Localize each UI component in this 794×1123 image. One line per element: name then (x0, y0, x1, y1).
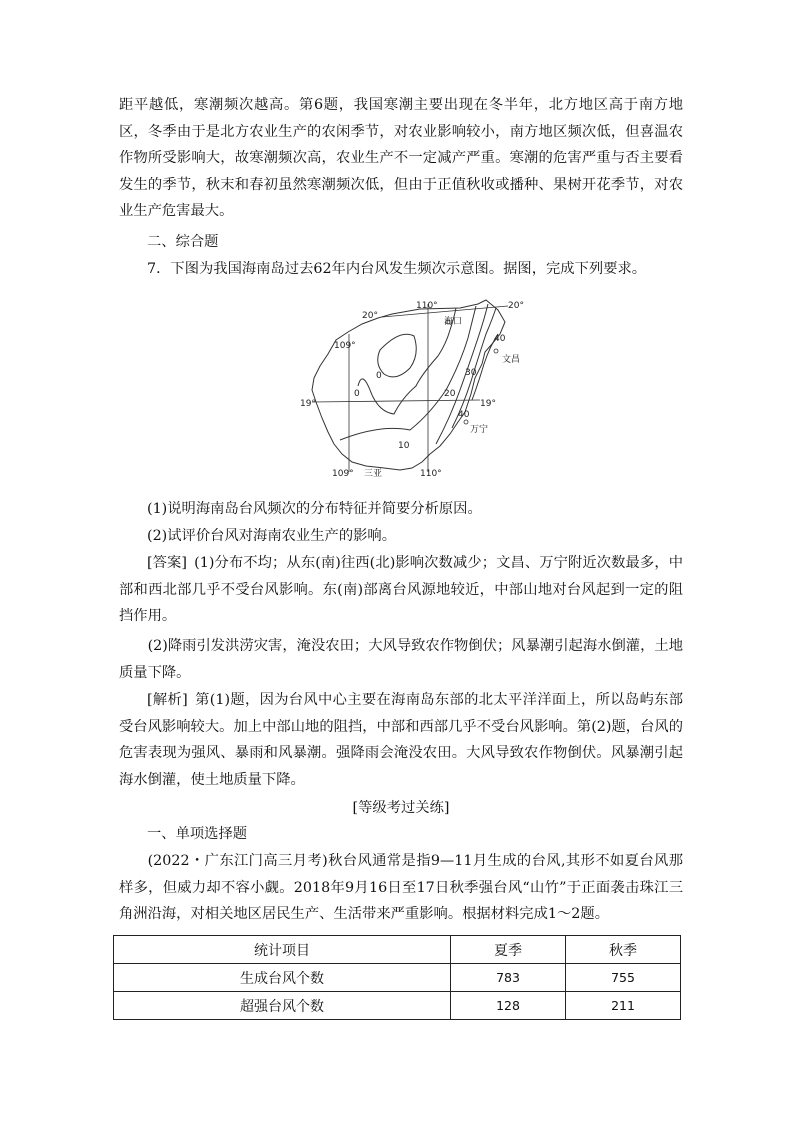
answer-part-2: (2)降雨引发洪涝灾害，淹没农田；大风导致农作物倒伏；风暴潮引起海水倒灌，土地质量下降。 (119, 638, 683, 681)
label-wanning: 万宁 (470, 425, 489, 435)
table-header: 统计项目 (114, 936, 451, 964)
label-lon109-bottom: 109° (332, 469, 354, 479)
question-7: 7．下图为我国海南岛过去62年内台风发生频次示意图。据图，完成下列要求。 (147, 261, 647, 277)
contour-label-20: 20 (444, 389, 456, 399)
contour-label-0a: 0 (376, 371, 382, 381)
table-header: 夏季 (451, 936, 566, 964)
analysis-tag: [解析] (147, 692, 188, 708)
table-cell: 生成台风个数 (114, 964, 451, 992)
answer-part-1 (119, 550, 683, 630)
label-lat20-right: 20° (508, 301, 524, 311)
label-lon110-bottom: 110° (420, 469, 442, 479)
sub-question-2: (2)试评价台风对海南农业生产的影响。 (147, 528, 396, 544)
hainan-typhoon-map (300, 294, 536, 480)
table-cell: 超强台风个数 (114, 992, 451, 1020)
label-wenchang: 文昌 (502, 355, 521, 365)
answer-tag: [答案] (147, 555, 188, 571)
contour-label-10: 10 (398, 441, 410, 451)
table-row (114, 992, 681, 1020)
label-lat19-right: 19° (480, 399, 496, 409)
contour-label-30: 30 (465, 368, 477, 378)
table-cell: 783 (451, 964, 566, 992)
section1-heading: 一、单项选择题 (147, 826, 248, 842)
label-lat20-left: 20° (362, 311, 378, 321)
table-cell: 211 (566, 992, 681, 1020)
table-header-row (114, 936, 681, 964)
label-haikou: 海口 (444, 317, 463, 327)
level-section-title: [等级考过关练] (352, 800, 450, 816)
isoline-0-north (378, 334, 417, 377)
answer-1-text: (1)分布不均；从东(南)往西(北)影响次数减少；文昌、万宁附近次数最多，中部和西北部几乎不受台风影响。东(南)部离台风源地较近，中部山地对台风起到一定的阻挡作用。 (119, 555, 683, 624)
table-row (114, 964, 681, 992)
label-lon110-top: 110° (416, 301, 438, 311)
wanning-marker (464, 420, 468, 424)
label-lat19-left: 19° (300, 399, 316, 409)
wenchang-marker (494, 349, 498, 353)
analysis-text: 第(1)题，因为台风中心主要在海南岛东部的北太平洋洋面上，所以岛屿东部受台风影响较大。加上中部山地的阻挡，中部和西部几乎不受台风影响。第(2)题，台风的危害表现为强风、暴雨和风暴潮。强降雨会淹没农田。大风导致农作物倒伏。风暴潮引起海水倒灌，使土地质量下降。 (119, 692, 684, 788)
table-header: 秋季 (566, 936, 681, 964)
isoline-0-south (358, 308, 456, 414)
table-cell: 128 (451, 992, 566, 1020)
label-sanya: 三亚 (364, 469, 383, 479)
parallel-20 (382, 306, 508, 317)
material-paragraph: (2022・广东江门高三月考)秋台风通常是指9—11月生成的台风,其形不如夏台风那样多，但威力却不容小觑。2018年9月16日至17日秋季强台风“山竹”于正面袭击珠江三角洲沿海，对相关地区居民生产、生活带来严重影响。根据材料完成1～2题。 (119, 853, 683, 922)
analysis-paragraph (119, 687, 683, 793)
contour-label-0b: 0 (354, 389, 360, 399)
intro-paragraph: 距平越低，寒潮频次越高。第6题，我国寒潮主要出现在冬半年，北方地区高于南方地区，冬季由于是北方农业生产的农闲季节，对农业影响较小，南方地区频次低，但喜温农作物所受影响大，故寒潮频次高，农业生产不一定减产严重。寒潮的危害严重与否主要看发生的季节，秋末和春初虽然寒潮频次低，但由于正值秋收或播种、果树开花季节，对农业生产危害最大。 (119, 97, 683, 219)
typhoon-stats-table (113, 935, 681, 1020)
contour-label-40-top: 40 (494, 334, 506, 344)
table-cell: 755 (566, 964, 681, 992)
contour-label-40-bottom: 40 (458, 410, 470, 420)
section2-heading: 二、综合题 (147, 234, 219, 250)
sub-question-1: (1)说明海南岛台风频次的分布特征并简要分析原因。 (147, 501, 482, 517)
parallel-19 (312, 400, 480, 402)
label-lon109-left: 109° (334, 341, 356, 351)
